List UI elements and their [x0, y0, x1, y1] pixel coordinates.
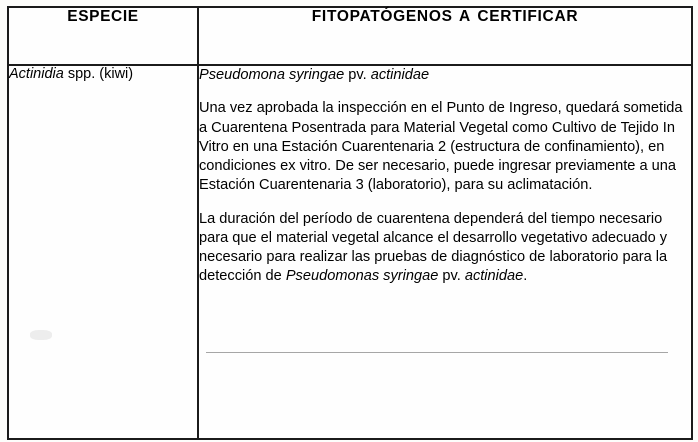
pathogen-pathovar-label: pv. — [344, 67, 371, 83]
cell-fitopatogenos — [198, 65, 692, 439]
column-header-fitopatogenos: FITOPATÓGENOS A CERTIFICAR — [198, 7, 692, 65]
paragraph-end-period: . — [523, 268, 528, 285]
paragraph-quarantine-procedure: Una vez aprobada la inspección en el Punto de Ingreso, quedará sometida a Cuarentena Posentrada para Material Vegetal como Cultivo de Tejido In Vitro en una Estación Cuarentenaria 2 (estructura de confinamiento), en condiciones ex vitro. De ser necesario, puede ingresar previamente a una Estación Cuarentenaria 3 (laboratorio), para su aclimatación. — [199, 100, 683, 194]
paragraph-duration-text: La duración del período de cuarentena dependerá del tiempo necesario para que el material vegetal alcance el desarrollo vegetativo adecuado y necesario para realizar las pruebas de diagnóstico de laboratorio para la detección de — [199, 210, 668, 285]
paragraph-quarantine-duration — [199, 210, 691, 287]
column-header-especie: ESPECIE — [8, 7, 198, 65]
species-pathogen-table — [7, 6, 693, 440]
species-qualifier: spp. (kiwi) — [63, 66, 134, 82]
pathogen-pathovar-2: actinidae — [464, 268, 524, 285]
pathogen-name — [199, 66, 691, 85]
species-genus: Actinidia — [9, 66, 64, 82]
table-row — [8, 65, 692, 439]
cell-especie — [8, 65, 198, 439]
pathogen-pathovar-label-2: pv. — [438, 268, 465, 285]
pathogen-pathovar: actinidae — [370, 67, 430, 83]
table-header-row — [8, 7, 692, 65]
pathogen-scientific-name: Pseudomona syringae — [199, 67, 345, 83]
pathogen-scientific-name-2: Pseudomonas syringae — [285, 268, 439, 285]
